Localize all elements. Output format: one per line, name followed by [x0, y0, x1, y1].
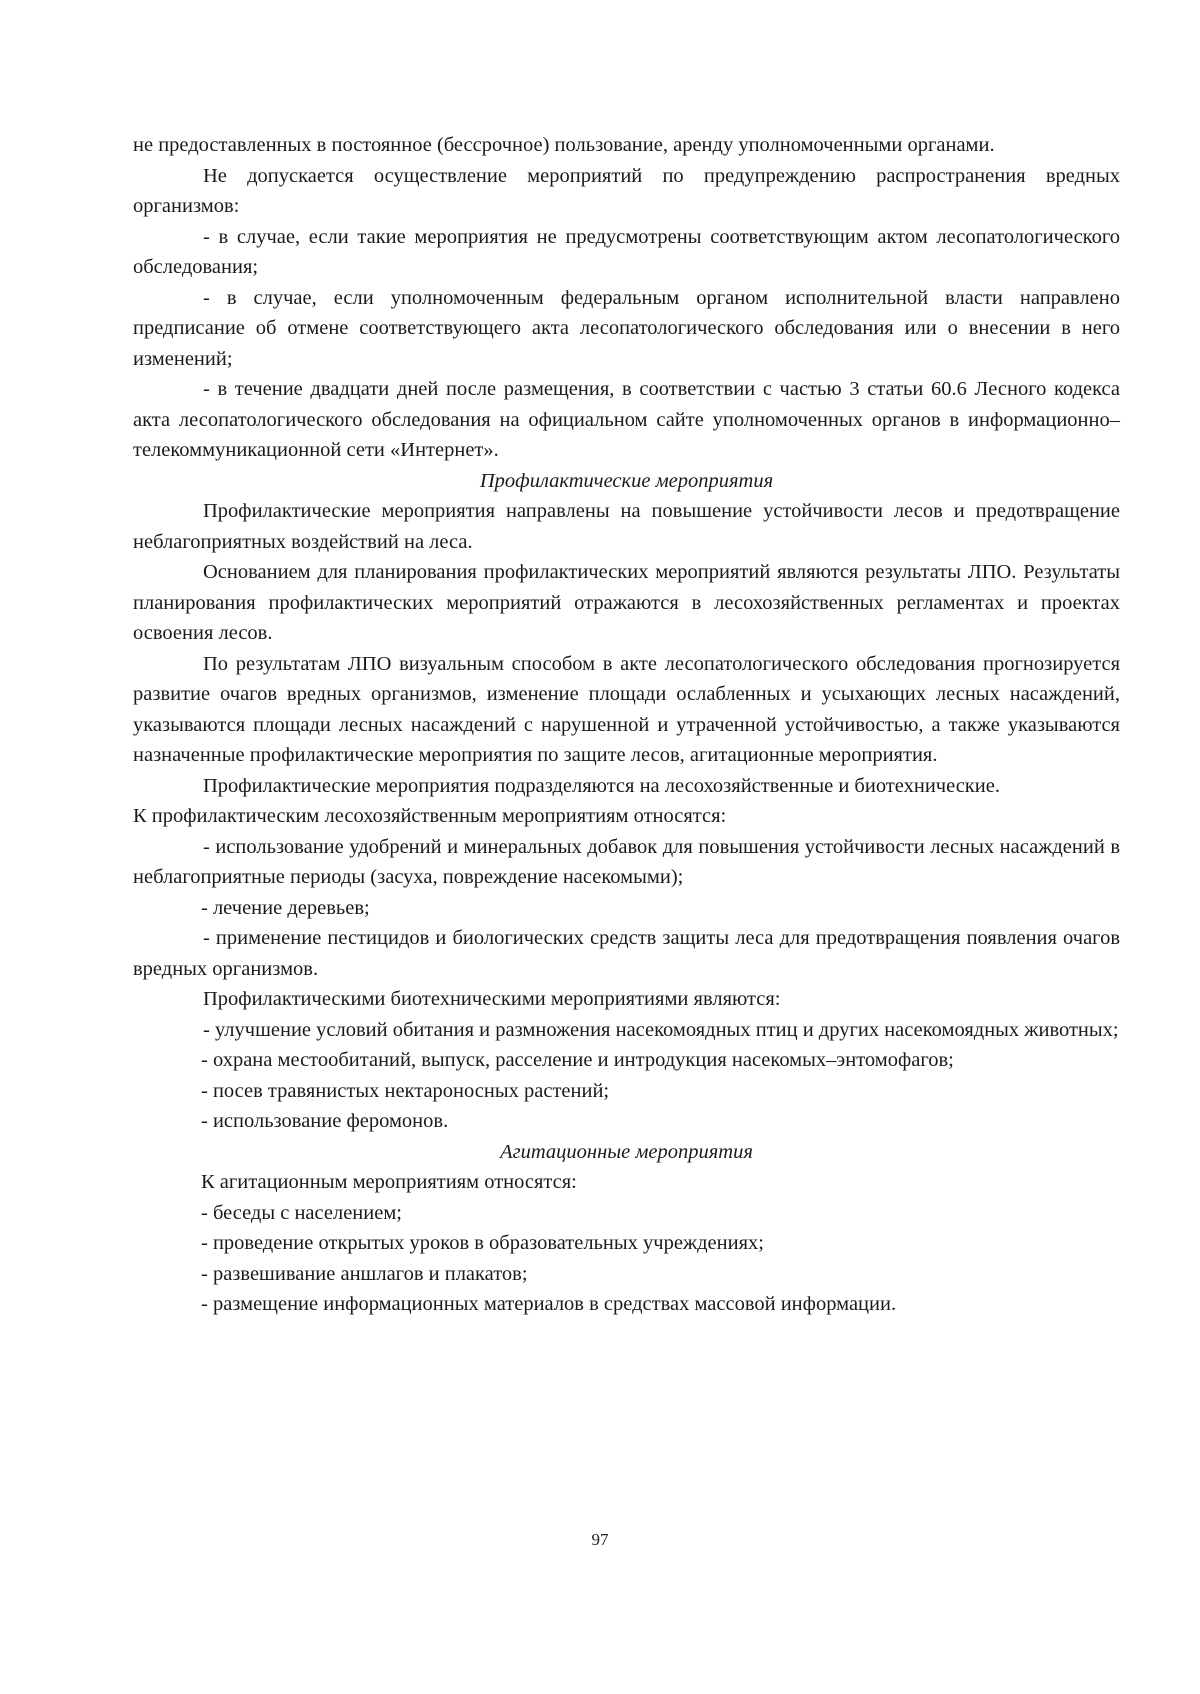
list-item: - размещение информационных материалов в средствах массовой информации. [201, 1293, 897, 1315]
paragraph: Не допускается осуществление мероприятий по предупреждению распространения вредных организмов: [133, 164, 1120, 217]
paragraph: По результатам ЛПО визуальным способом в акте лесопатологического обследования прогнозируется развитие очагов вредных организмов, изменение площади ослабленных и усыхающих лесных насаждений, указываются площади лесных насаждений с нарушенной и утраченной устойчивостью, а также указываются назначенные профилактические мероприятия по защите лесов, агитационные мероприятия. [133, 652, 1120, 766]
list-item: - в течение двадцати дней после размещения, в соответствии с частью 3 статьи 60.6 Лесного кодекса акта лесопатологического обследования на официальном сайте уполномоченных органов в информационно–телекоммуникационной сети «Интернет». [133, 378, 1120, 461]
page-content [133, 130, 1120, 1320]
list-item: - улучшение условий обитания и размножения насекомоядных птиц и других насекомоядных животных; [203, 1018, 1119, 1041]
list-item: - использование удобрений и минеральных добавок для повышения устойчивости лесных насаждений в неблагоприятные периоды (засуха, повреждение насекомыми); [133, 835, 1120, 888]
paragraph: К агитационным мероприятиям относятся: [201, 1171, 577, 1193]
section-heading: Агитационные мероприятия [500, 1140, 753, 1163]
list-item: - лечение деревьев; [201, 896, 370, 919]
paragraph: Профилактическими биотехническими мероприятиями являются: [203, 988, 781, 1010]
list-item: - применение пестицидов и биологических средств защиты леса для предотвращения появления очагов вредных организмов. [133, 927, 1120, 980]
list-item: - беседы с населением; [201, 1201, 403, 1224]
page-number: 97 [591, 1530, 609, 1549]
section-heading: Профилактические мероприятия [479, 469, 774, 492]
list-item: - в случае, если уполномоченным федеральным органом исполнительной власти направлено предписание об отмене соответствующего акта лесопатологического обследования или о внесении в него изменений; [133, 286, 1120, 370]
list-item: - использование феромонов. [201, 1110, 449, 1132]
list-item: - развешивание аншлагов и плакатов; [201, 1262, 528, 1285]
list-item: - проведение открытых уроков в образовательных учреждениях; [201, 1232, 764, 1254]
paragraph: не предоставленных в постоянное (бессрочное) пользование, аренду уполномоченными органами. [133, 134, 995, 156]
list-item: - в случае, если такие мероприятия не предусмотрены соответствующим актом лесопатологического обследования; [133, 225, 1120, 278]
list-item: - охрана местообитаний, выпуск, расселение и интродукция насекомых–энтомофагов; [201, 1049, 954, 1071]
list-item: - посев травянистых нектароносных растений; [201, 1079, 610, 1102]
paragraph: Профилактические мероприятия направлены на повышение устойчивости лесов и предотвращение неблагоприятных воздействий на леса. [133, 500, 1120, 553]
paragraph: К профилактическим лесохозяйственным мероприятиям относятся: [133, 805, 727, 827]
paragraph: Основанием для планирования профилактических мероприятий являются результаты ЛПО. Результаты планирования профилактических мероприятий отражаются в лесохозяйственных регламентах и проектах освоения лесов. [133, 561, 1120, 644]
paragraph: Профилактические мероприятия подразделяются на лесохозяйственные и биотехнические. [203, 774, 1000, 797]
